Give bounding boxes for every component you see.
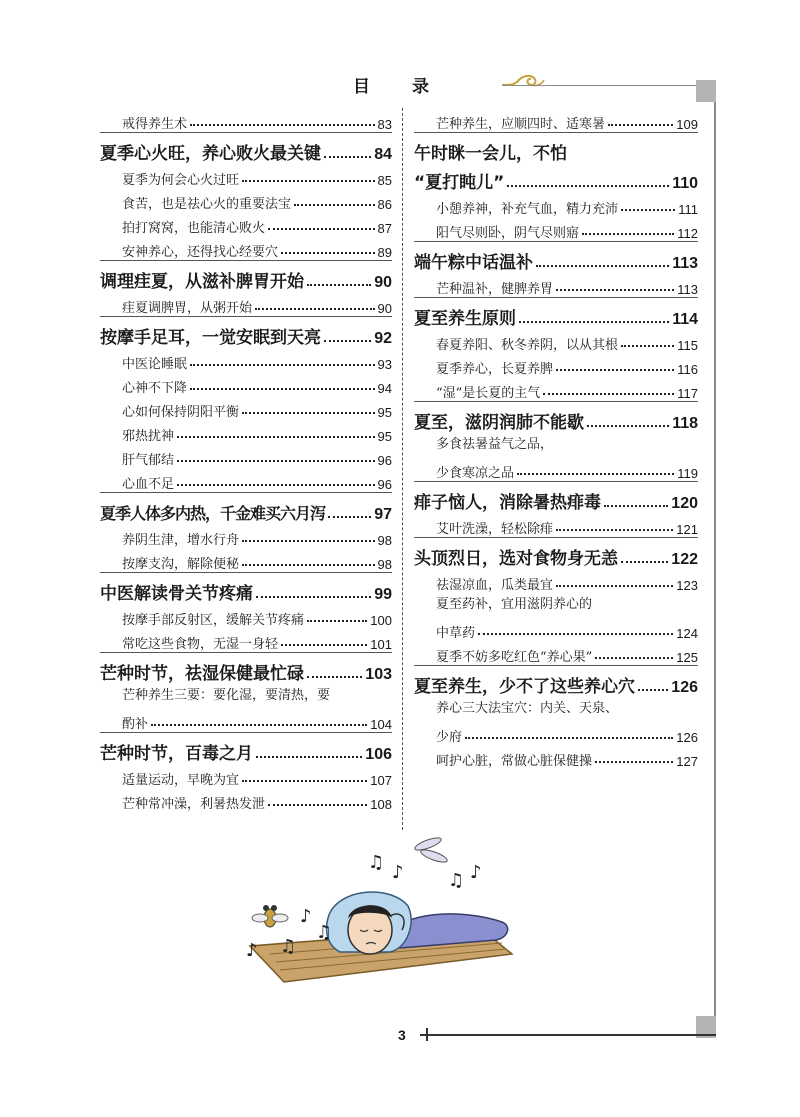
toc-entry-page: 95 [377,429,392,444]
toc-entry-page: 126 [671,679,698,696]
toc-section-entry[interactable] [414,377,698,401]
toc-entry-page: 85 [377,173,392,188]
toc-section-entry[interactable] [100,468,392,492]
toc-section-entry[interactable] [414,513,698,537]
toc-section-entry[interactable] [100,348,392,372]
dot-leader [621,209,675,211]
toc-entry-title: 邪热扰神 [122,429,175,444]
toc-chapter-entry[interactable] [414,404,698,433]
section-separator [100,132,392,133]
dot-leader [281,252,375,254]
dot-leader [519,321,669,323]
toc-chapter-entry[interactable] [100,575,392,604]
dot-leader [190,124,375,126]
toc-entry-title: 心神不下降 [122,381,188,396]
toc-entry-page: 94 [377,381,392,396]
section-separator [414,401,698,402]
toc-entry-title: 阳气尽则卧，阴气尽则寤 [436,226,580,241]
toc-entry-title: 按摩支沟，解除便秘 [122,557,240,572]
toc-section-entry[interactable] [100,420,392,444]
toc-entry-title: 头顶烈日，选对食物身无恙 [414,549,618,569]
toc-entry-page: 100 [370,613,392,628]
dot-leader [268,804,367,806]
toc-entry-title: 中医解读骨关节疼痛 [100,584,253,604]
dot-leader [621,561,668,563]
toc-section-entry[interactable] [414,569,698,593]
toc-entry-page: 97 [374,506,392,523]
dot-leader [556,369,674,371]
dot-leader [595,761,673,763]
toc-section-entry[interactable] [414,273,698,297]
toc-chapter-entry[interactable] [100,735,392,764]
svg-text:♫: ♫ [368,852,385,873]
toc-chapter-entry[interactable] [414,164,698,193]
dot-leader [543,393,674,395]
header-rule [502,85,714,86]
toc-section-entry[interactable] [414,593,698,617]
page-title: 目 录 [353,77,447,97]
section-separator [414,481,698,482]
toc-entry-page: 90 [374,274,392,291]
toc-entry-page: 93 [377,357,392,372]
toc-section-entry[interactable] [100,396,392,420]
sleeping-boy-illustration [240,826,540,1006]
dot-leader [307,676,362,678]
dot-leader [242,564,375,566]
toc-entry-page: 116 [677,362,698,377]
toc-section-entry[interactable] [100,764,392,788]
dot-leader [268,228,375,230]
toc-entry-title: 夏季人体多内热，千金难买六月泻 [100,504,326,523]
toc-entry-page: 110 [672,175,698,192]
dot-leader [536,265,669,267]
toc-entry-title: 少府 [436,730,463,745]
toc-section-entry[interactable] [100,788,392,812]
toc-entry-title: 夏至养生，少不了这些养心穴 [414,677,635,697]
dot-leader [177,460,375,462]
toc-entry-page: 122 [671,551,698,568]
toc-entry-title: 多食祛暑益气之品， [436,437,554,452]
svg-text:♪: ♪ [300,906,312,927]
dot-leader [242,540,375,542]
toc-entry-title: “夏打盹儿” [414,173,505,193]
toc-entry-page: 119 [677,466,698,481]
dot-leader [294,204,375,206]
toc-entry-title: 安神养心，还得找心经要穴 [122,245,279,260]
right-border-line [714,98,716,1016]
section-separator [100,316,392,317]
toc-section-entry[interactable] [100,708,392,732]
toc-entry-title: 端午粽中话温补 [414,253,533,273]
toc-entry-page: 123 [676,578,698,593]
toc-entry-title: 少食寒凉之品 [436,466,515,481]
toc-entry-title: 芒种养生三要：要化湿，要清热，要 [122,688,331,703]
toc-entry-page: 109 [676,117,698,132]
toc-left-column [100,108,392,812]
toc-section-entry[interactable] [100,236,392,260]
toc-entry-title: 心血不足 [122,477,175,492]
dot-leader [582,233,674,235]
toc-entry-title: 肝气郁结 [122,453,175,468]
toc-section-entry[interactable] [100,628,392,652]
toc-chapter-entry[interactable] [414,135,698,164]
toc-entry-title: 拍打窝窝，也能清心败火 [122,221,266,236]
toc-section-entry[interactable] [414,697,698,721]
dot-leader [256,596,371,598]
dot-leader [587,425,669,427]
toc-entry-title: 心如何保持阴阳平衡 [122,405,240,420]
toc-entry-page: 125 [676,650,698,665]
toc-entry-page: 106 [365,746,392,763]
page-number: 3 [398,1027,406,1043]
section-separator [100,732,392,733]
toc-entry-title: 春夏养阳、秋冬养阴，以从其根 [436,338,619,353]
dot-leader [255,308,375,310]
toc-entry-title: 戒得养生术 [122,117,188,132]
toc-section-entry[interactable] [414,193,698,217]
svg-text:♪: ♪ [246,940,258,961]
toc-section-entry[interactable] [414,617,698,641]
toc-entry-title: 呵护心脏，常做心脏保健操 [436,754,593,769]
toc-section-entry[interactable] [100,524,392,548]
toc-entry-page: 118 [672,415,698,432]
toc-chapter-entry[interactable] [100,135,392,164]
toc-entry-page: 114 [672,311,698,328]
toc-entry-page: 113 [672,255,698,272]
dot-leader [281,644,367,646]
dot-leader [177,436,375,438]
toc-section-entry[interactable] [414,108,698,132]
dot-leader [478,633,673,635]
toc-entry-page: 126 [676,730,698,745]
toc-section-entry[interactable] [414,217,698,241]
footer-rule [420,1034,716,1036]
dot-leader [507,185,669,187]
dot-leader [465,737,673,739]
toc-entry-title: 芒种时节，百毒之月 [100,744,253,764]
toc-entry-title: 芒种温补，健脾养胃 [436,282,554,297]
dot-leader [190,364,375,366]
toc-section-entry[interactable] [100,292,392,316]
toc-section-entry[interactable] [414,641,698,665]
toc-entry-title: 中医论睡眠 [122,357,188,372]
dot-leader [307,284,371,286]
section-separator [100,652,392,653]
toc-entry-title: 夏季养心，长夏养脾 [436,362,554,377]
toc-entry-page: 101 [370,637,392,652]
toc-entry-page: 107 [370,773,392,788]
toc-entry-title: 祛湿凉血，瓜类最宜 [436,578,554,593]
toc-entry-title: 养心三大法宝穴：内关、天泉、 [436,701,619,716]
toc-entry-page: 86 [377,197,392,212]
toc-chapter-entry[interactable] [414,668,698,697]
dot-leader [328,516,371,518]
toc-entry-title: 芒种常冲澡，利暑热发泄 [122,797,266,812]
section-separator [100,260,392,261]
toc-entry-page: 83 [377,117,392,132]
dot-leader [242,180,375,182]
toc-section-entry[interactable] [100,604,392,628]
toc-chapter-entry[interactable] [414,484,698,513]
toc-entry-title: 夏季不妨多吃红色“养心果” [436,650,593,665]
dot-leader [190,388,375,390]
toc-entry-page: 98 [377,533,392,548]
section-separator [414,241,698,242]
toc-entry-page: 98 [377,557,392,572]
toc-chapter-entry[interactable] [100,655,392,684]
toc-entry-title: 中草药 [436,626,476,641]
toc-chapter-entry[interactable] [100,495,392,524]
toc-entry-title: 艾叶洗澡，轻松除痱 [436,522,554,537]
toc-entry-page: 104 [370,717,392,732]
section-separator [414,132,698,133]
svg-text:♫: ♫ [280,936,297,957]
toc-section-entry[interactable] [100,548,392,572]
column-divider [402,108,403,830]
toc-entry-title: 按摩手足耳，一觉安眠到天亮 [100,328,321,348]
toc-entry-title: 养阴生津，增水行舟 [122,533,240,548]
toc-entry-page: 124 [676,626,698,641]
toc-entry-title: 疰夏调脾胃，从粥开始 [122,301,253,316]
toc-chapter-entry[interactable] [100,319,392,348]
toc-entry-page: 112 [677,226,698,241]
toc-entry-page: 92 [374,330,392,347]
toc-entry-page: 113 [677,282,698,297]
dot-leader [621,345,674,347]
dot-leader [638,689,668,691]
toc-entry-page: 103 [365,666,392,683]
svg-text:♫: ♫ [316,922,333,943]
dot-leader [177,484,375,486]
toc-entry-page: 115 [677,338,698,353]
toc-entry-title: 适量运动，早晚为宜 [122,773,240,788]
dot-leader [151,724,367,726]
corner-block-top [696,80,716,102]
fly-icon [252,905,288,927]
toc-entry-page: 95 [377,405,392,420]
section-separator [414,297,698,298]
toc-entry-title: 夏至药补，宜用滋阴养心的 [436,597,593,612]
toc-entry-title: 夏至养生原则 [414,309,516,329]
dot-leader [608,124,673,126]
dot-leader [256,756,362,758]
toc-chapter-entry[interactable] [414,244,698,273]
toc-entry-title: 夏季为何会心火过旺 [122,173,240,188]
toc-chapter-entry[interactable] [100,263,392,292]
toc-entry-title: 痱子恼人，消除暑热痱毒 [414,493,601,513]
toc-entry-page: 90 [377,301,392,316]
dot-leader [595,657,673,659]
toc-entry-page: 96 [377,453,392,468]
toc-entry-page: 120 [671,495,698,512]
toc-section-entry[interactable] [100,164,392,188]
toc-section-entry[interactable] [414,745,698,769]
toc-section-entry[interactable] [414,721,698,745]
toc-section-entry[interactable] [100,444,392,468]
toc-entry-page: 84 [374,146,392,163]
dragonfly-icon [413,835,448,864]
toc-entry-title: 夏季心火旺，养心败火最关键 [100,144,321,164]
toc-entry-title: 午时眯一会儿，不怕 [414,144,567,164]
toc-section-entry[interactable] [100,372,392,396]
dot-leader [517,473,674,475]
dot-leader [242,780,367,782]
toc-chapter-entry[interactable] [414,540,698,569]
toc-entry-page: 117 [677,386,698,401]
toc-section-entry[interactable] [414,353,698,377]
toc-entry-title: 酌补 [122,717,149,732]
svg-text:♪: ♪ [392,862,404,883]
dot-leader [604,505,668,507]
toc-entry-page: 87 [377,221,392,236]
toc-chapter-entry[interactable] [414,300,698,329]
toc-entry-title: 食苦，也是祛心火的重要法宝 [122,197,292,212]
toc-section-entry[interactable] [100,188,392,212]
toc-section-entry[interactable] [414,329,698,353]
toc-entry-title: 芒种养生，应顺四时、适寒暑 [436,117,606,132]
title-ornament-icon [500,66,548,92]
toc-entry-title: 常吃这些食物，无湿一身轻 [122,637,279,652]
toc-section-entry[interactable] [100,684,392,708]
toc-entry-title: 按摩手部反射区，缓解关节疼痛 [122,613,305,628]
dot-leader [324,340,371,342]
dot-leader [324,156,371,158]
dot-leader [556,585,673,587]
toc-entry-title: “湿”是长夏的主气 [436,386,541,401]
section-separator [100,572,392,573]
toc-right-column [414,108,698,769]
toc-entry-page: 108 [370,797,392,812]
toc-entry-page: 111 [678,202,698,217]
toc-entry-page: 99 [374,586,392,603]
dot-leader [556,529,673,531]
toc-entry-page: 121 [676,522,698,537]
dot-leader [307,620,367,622]
toc-section-entry[interactable] [414,457,698,481]
section-separator [414,537,698,538]
dot-leader [556,289,674,291]
svg-text:♫: ♫ [448,870,465,891]
section-separator [100,492,392,493]
toc-section-entry[interactable] [100,212,392,236]
dot-leader [242,412,375,414]
svg-text:♪: ♪ [470,862,482,883]
toc-entry-title: 调理疰夏，从滋补脾胃开始 [100,272,304,292]
toc-entry-title: 芒种时节，祛湿保健最忙碌 [100,664,304,684]
section-separator [414,665,698,666]
toc-entry-page: 96 [377,477,392,492]
toc-section-entry[interactable] [414,433,698,457]
toc-section-entry[interactable] [100,108,392,132]
toc-entry-title: 夏至，滋阴润肺不能歇 [414,413,584,433]
toc-entry-page: 127 [676,754,698,769]
toc-entry-title: 小憩养神，补充气血，精力充沛 [436,202,619,217]
toc-entry-page: 89 [377,245,392,260]
